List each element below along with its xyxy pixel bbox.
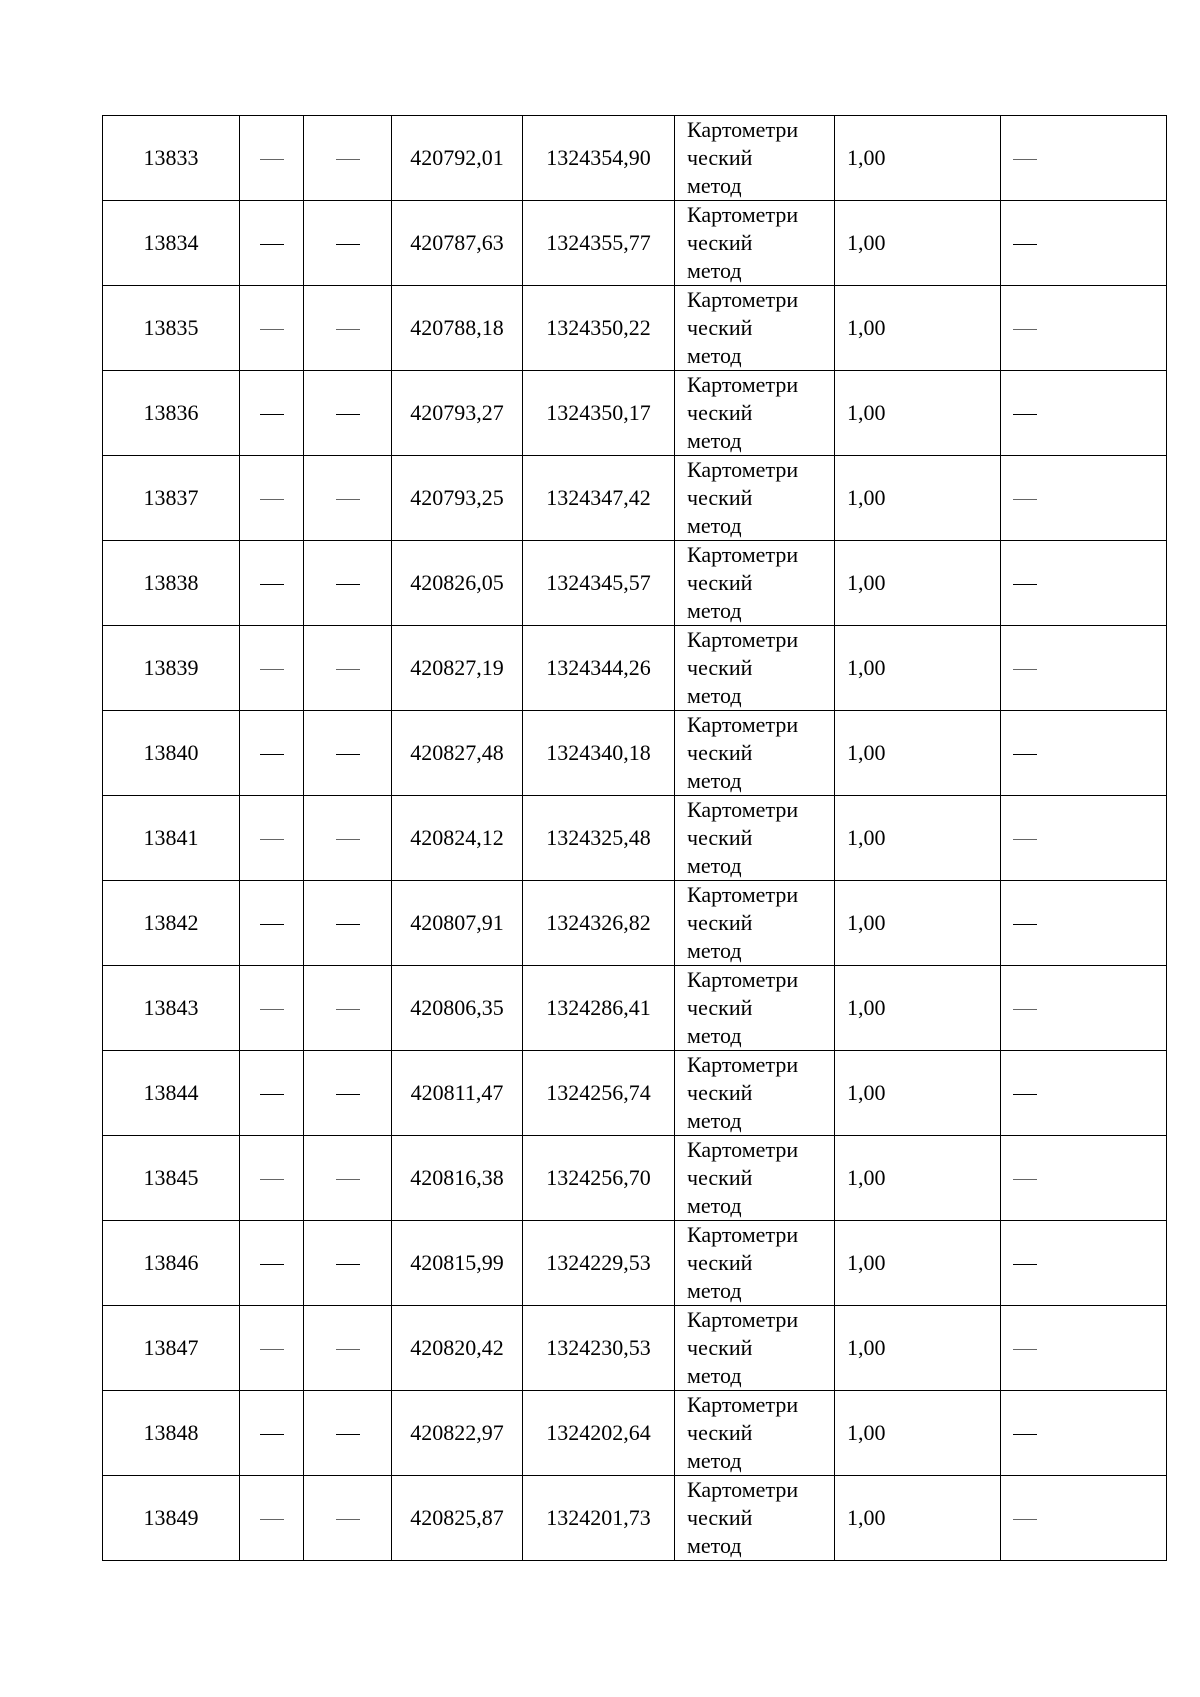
method-text-line: метод [687, 1023, 742, 1048]
method-text-line: ческий [687, 740, 753, 765]
accuracy-cell: 1,00 [835, 371, 1001, 456]
method-text-line: метод [687, 428, 742, 453]
y-coordinate-cell: 1324355,77 [523, 201, 675, 286]
method-text-line: Картометри [687, 1052, 799, 1077]
table-row [103, 1221, 1167, 1306]
description-cell [1001, 1221, 1167, 1306]
description-cell [1001, 541, 1167, 626]
accuracy-cell: 1,00 [835, 626, 1001, 711]
method-text-line: Картометри [687, 1222, 799, 1247]
x-coordinate-cell: 420792,01 [392, 116, 523, 201]
y-coordinate-cell: 1324325,48 [523, 796, 675, 881]
method-text-line: Картометри [687, 1477, 799, 1502]
y-coordinate-cell: 1324229,53 [523, 1221, 675, 1306]
old-x-cell [240, 1051, 304, 1136]
old-x-cell [240, 1136, 304, 1221]
method-cell [675, 116, 835, 201]
method-text-line: ческий [687, 145, 753, 170]
description-cell [1001, 1051, 1167, 1136]
dash-mark [260, 329, 284, 330]
method-cell [675, 1306, 835, 1391]
table-row [103, 711, 1167, 796]
dash-mark [1013, 669, 1037, 670]
method-cell [675, 626, 835, 711]
old-y-cell [304, 201, 392, 286]
y-coordinate-cell: 1324344,26 [523, 626, 675, 711]
y-coordinate-cell: 1324347,42 [523, 456, 675, 541]
x-coordinate-cell: 420787,63 [392, 201, 523, 286]
point-number-cell: 13835 [103, 286, 240, 371]
method-cell [675, 1136, 835, 1221]
table-row [103, 796, 1167, 881]
dash-mark [336, 244, 360, 245]
method-text-line: метод [687, 938, 742, 963]
method-text-line: метод [687, 768, 742, 793]
dash-mark [336, 669, 360, 670]
dash-mark [336, 1434, 360, 1435]
point-number-cell: 13841 [103, 796, 240, 881]
method-text-line: метод [687, 1448, 742, 1473]
method-text-line: ческий [687, 315, 753, 340]
point-number-cell: 13836 [103, 371, 240, 456]
method-text-line: ческий [687, 570, 753, 595]
accuracy-cell: 1,00 [835, 1391, 1001, 1476]
accuracy-cell: 1,00 [835, 1306, 1001, 1391]
method-cell [675, 541, 835, 626]
dash-mark [260, 414, 284, 415]
dash-mark [1013, 244, 1037, 245]
method-cell [675, 711, 835, 796]
x-coordinate-cell: 420826,05 [392, 541, 523, 626]
x-coordinate-cell: 420811,47 [392, 1051, 523, 1136]
method-text-line: Картометри [687, 372, 799, 397]
description-cell [1001, 711, 1167, 796]
y-coordinate-cell: 1324326,82 [523, 881, 675, 966]
table-row [103, 456, 1167, 541]
dash-mark [1013, 414, 1037, 415]
method-text-line: ческий [687, 1335, 753, 1360]
accuracy-cell: 1,00 [835, 116, 1001, 201]
method-text-line: ческий [687, 1505, 753, 1530]
old-y-cell [304, 1221, 392, 1306]
dash-mark [1013, 499, 1037, 500]
dash-mark [1013, 754, 1037, 755]
point-number-cell: 13843 [103, 966, 240, 1051]
table-row [103, 116, 1167, 201]
table-row [103, 286, 1167, 371]
y-coordinate-cell: 1324202,64 [523, 1391, 675, 1476]
y-coordinate-cell: 1324256,74 [523, 1051, 675, 1136]
method-text-line: метод [687, 513, 742, 538]
old-x-cell [240, 711, 304, 796]
method-cell [675, 286, 835, 371]
description-cell [1001, 371, 1167, 456]
table-body [103, 116, 1167, 1561]
dash-mark [260, 1349, 284, 1350]
dash-mark [336, 839, 360, 840]
dash-mark [260, 1434, 284, 1435]
dash-mark [1013, 1009, 1037, 1010]
description-cell [1001, 1476, 1167, 1561]
point-number-cell: 13847 [103, 1306, 240, 1391]
method-text-line: Картометри [687, 287, 799, 312]
method-text-line: метод [687, 343, 742, 368]
table-row [103, 371, 1167, 456]
dash-mark [336, 1519, 360, 1520]
dash-mark [260, 499, 284, 500]
accuracy-cell: 1,00 [835, 286, 1001, 371]
old-y-cell [304, 456, 392, 541]
method-text-line: метод [687, 1363, 742, 1388]
method-text-line: метод [687, 1108, 742, 1133]
method-text-line: Картометри [687, 882, 799, 907]
point-number-cell: 13840 [103, 711, 240, 796]
method-text-line: метод [687, 853, 742, 878]
dash-mark [336, 584, 360, 585]
old-y-cell [304, 1051, 392, 1136]
method-text-line: метод [687, 173, 742, 198]
old-x-cell [240, 371, 304, 456]
table-row [103, 1136, 1167, 1221]
method-cell [675, 881, 835, 966]
old-x-cell [240, 1476, 304, 1561]
dash-mark [260, 1264, 284, 1265]
accuracy-cell: 1,00 [835, 1136, 1001, 1221]
method-text-line: ческий [687, 995, 753, 1020]
old-x-cell [240, 541, 304, 626]
method-text-line: ческий [687, 485, 753, 510]
method-text-line: Картометри [687, 712, 799, 737]
point-number-cell: 13834 [103, 201, 240, 286]
dash-mark [260, 839, 284, 840]
old-y-cell [304, 1136, 392, 1221]
old-x-cell [240, 966, 304, 1051]
dash-mark [336, 1349, 360, 1350]
method-text-line: метод [687, 683, 742, 708]
method-text-line: ческий [687, 825, 753, 850]
old-y-cell [304, 881, 392, 966]
table-row [103, 881, 1167, 966]
table-row [103, 1391, 1167, 1476]
point-number-cell: 13848 [103, 1391, 240, 1476]
old-y-cell [304, 371, 392, 456]
old-y-cell [304, 286, 392, 371]
x-coordinate-cell: 420793,27 [392, 371, 523, 456]
dash-mark [336, 1264, 360, 1265]
description-cell [1001, 966, 1167, 1051]
old-x-cell [240, 201, 304, 286]
dash-mark [260, 669, 284, 670]
method-text-line: Картометри [687, 542, 799, 567]
method-cell [675, 201, 835, 286]
method-cell [675, 1391, 835, 1476]
dash-mark [260, 924, 284, 925]
method-text-line: ческий [687, 655, 753, 680]
x-coordinate-cell: 420822,97 [392, 1391, 523, 1476]
point-number-cell: 13839 [103, 626, 240, 711]
accuracy-cell: 1,00 [835, 201, 1001, 286]
dash-mark [260, 1009, 284, 1010]
accuracy-cell: 1,00 [835, 1476, 1001, 1561]
description-cell [1001, 201, 1167, 286]
point-number-cell: 13849 [103, 1476, 240, 1561]
dash-mark [260, 1519, 284, 1520]
method-cell [675, 796, 835, 881]
x-coordinate-cell: 420788,18 [392, 286, 523, 371]
y-coordinate-cell: 1324345,57 [523, 541, 675, 626]
old-y-cell [304, 711, 392, 796]
table-row [103, 626, 1167, 711]
dash-mark [260, 754, 284, 755]
old-x-cell [240, 116, 304, 201]
dash-mark [260, 244, 284, 245]
table-row [103, 1051, 1167, 1136]
old-x-cell [240, 881, 304, 966]
point-number-cell: 13844 [103, 1051, 240, 1136]
method-text-line: Картометри [687, 202, 799, 227]
dash-mark [1013, 1349, 1037, 1350]
old-x-cell [240, 1306, 304, 1391]
method-text-line: Картометри [687, 117, 799, 142]
old-y-cell [304, 541, 392, 626]
method-text-line: ческий [687, 1250, 753, 1275]
method-text-line: Картометри [687, 967, 799, 992]
old-x-cell [240, 456, 304, 541]
old-x-cell [240, 796, 304, 881]
dash-mark [260, 1179, 284, 1180]
x-coordinate-cell: 420816,38 [392, 1136, 523, 1221]
y-coordinate-cell: 1324286,41 [523, 966, 675, 1051]
method-text-line: метод [687, 1278, 742, 1303]
dash-mark [260, 584, 284, 585]
point-number-cell: 13838 [103, 541, 240, 626]
method-cell [675, 966, 835, 1051]
dash-mark [336, 1094, 360, 1095]
table-row [103, 966, 1167, 1051]
old-x-cell [240, 286, 304, 371]
y-coordinate-cell: 1324350,17 [523, 371, 675, 456]
description-cell [1001, 116, 1167, 201]
method-text-line: Картометри [687, 1137, 799, 1162]
dash-mark [1013, 1179, 1037, 1180]
dash-mark [1013, 839, 1037, 840]
description-cell [1001, 1136, 1167, 1221]
method-text-line: ческий [687, 910, 753, 935]
method-text-line: метод [687, 598, 742, 623]
x-coordinate-cell: 420820,42 [392, 1306, 523, 1391]
dash-mark [336, 499, 360, 500]
point-number-cell: 13845 [103, 1136, 240, 1221]
method-cell [675, 1476, 835, 1561]
dash-mark [1013, 924, 1037, 925]
old-y-cell [304, 1306, 392, 1391]
method-cell [675, 456, 835, 541]
dash-mark [336, 1009, 360, 1010]
accuracy-cell: 1,00 [835, 1051, 1001, 1136]
method-text-line: Картометри [687, 1392, 799, 1417]
accuracy-cell: 1,00 [835, 881, 1001, 966]
dash-mark [1013, 1264, 1037, 1265]
old-y-cell [304, 1391, 392, 1476]
point-number-cell: 13842 [103, 881, 240, 966]
old-y-cell [304, 626, 392, 711]
x-coordinate-cell: 420793,25 [392, 456, 523, 541]
description-cell [1001, 1391, 1167, 1476]
coordinates-table [102, 115, 1167, 1561]
accuracy-cell: 1,00 [835, 456, 1001, 541]
dash-mark [336, 924, 360, 925]
method-text-line: метод [687, 1533, 742, 1558]
dash-mark [1013, 1434, 1037, 1435]
dash-mark [336, 159, 360, 160]
old-y-cell [304, 966, 392, 1051]
old-x-cell [240, 1221, 304, 1306]
dash-mark [1013, 584, 1037, 585]
method-text-line: ческий [687, 400, 753, 425]
point-number-cell: 13837 [103, 456, 240, 541]
method-text-line: ческий [687, 230, 753, 255]
method-text-line: Картометри [687, 627, 799, 652]
method-text-line: ческий [687, 1420, 753, 1445]
method-text-line: метод [687, 1193, 742, 1218]
x-coordinate-cell: 420824,12 [392, 796, 523, 881]
dash-mark [336, 329, 360, 330]
accuracy-cell: 1,00 [835, 796, 1001, 881]
old-y-cell [304, 796, 392, 881]
description-cell [1001, 286, 1167, 371]
x-coordinate-cell: 420827,48 [392, 711, 523, 796]
x-coordinate-cell: 420825,87 [392, 1476, 523, 1561]
method-text-line: метод [687, 258, 742, 283]
dash-mark [260, 1094, 284, 1095]
x-coordinate-cell: 420827,19 [392, 626, 523, 711]
y-coordinate-cell: 1324230,53 [523, 1306, 675, 1391]
x-coordinate-cell: 420806,35 [392, 966, 523, 1051]
y-coordinate-cell: 1324350,22 [523, 286, 675, 371]
point-number-cell: 13846 [103, 1221, 240, 1306]
dash-mark [260, 159, 284, 160]
method-cell [675, 371, 835, 456]
method-cell [675, 1221, 835, 1306]
table-row [103, 1306, 1167, 1391]
description-cell [1001, 456, 1167, 541]
dash-mark [336, 1179, 360, 1180]
dash-mark [336, 754, 360, 755]
dash-mark [1013, 159, 1037, 160]
description-cell [1001, 796, 1167, 881]
table-row [103, 1476, 1167, 1561]
old-y-cell [304, 1476, 392, 1561]
old-x-cell [240, 1391, 304, 1476]
method-text-line: Картометри [687, 1307, 799, 1332]
description-cell [1001, 881, 1167, 966]
description-cell [1001, 626, 1167, 711]
method-text-line: ческий [687, 1080, 753, 1105]
dash-mark [1013, 1094, 1037, 1095]
method-cell [675, 1051, 835, 1136]
y-coordinate-cell: 1324354,90 [523, 116, 675, 201]
accuracy-cell: 1,00 [835, 541, 1001, 626]
table-row [103, 541, 1167, 626]
description-cell [1001, 1306, 1167, 1391]
accuracy-cell: 1,00 [835, 966, 1001, 1051]
dash-mark [1013, 329, 1037, 330]
y-coordinate-cell: 1324201,73 [523, 1476, 675, 1561]
y-coordinate-cell: 1324256,70 [523, 1136, 675, 1221]
method-text-line: Картометри [687, 797, 799, 822]
dash-mark [336, 414, 360, 415]
table-row [103, 201, 1167, 286]
method-text-line: Картометри [687, 457, 799, 482]
point-number-cell: 13833 [103, 116, 240, 201]
x-coordinate-cell: 420815,99 [392, 1221, 523, 1306]
method-text-line: ческий [687, 1165, 753, 1190]
accuracy-cell: 1,00 [835, 711, 1001, 796]
accuracy-cell: 1,00 [835, 1221, 1001, 1306]
y-coordinate-cell: 1324340,18 [523, 711, 675, 796]
dash-mark [1013, 1519, 1037, 1520]
old-x-cell [240, 626, 304, 711]
old-y-cell [304, 116, 392, 201]
x-coordinate-cell: 420807,91 [392, 881, 523, 966]
